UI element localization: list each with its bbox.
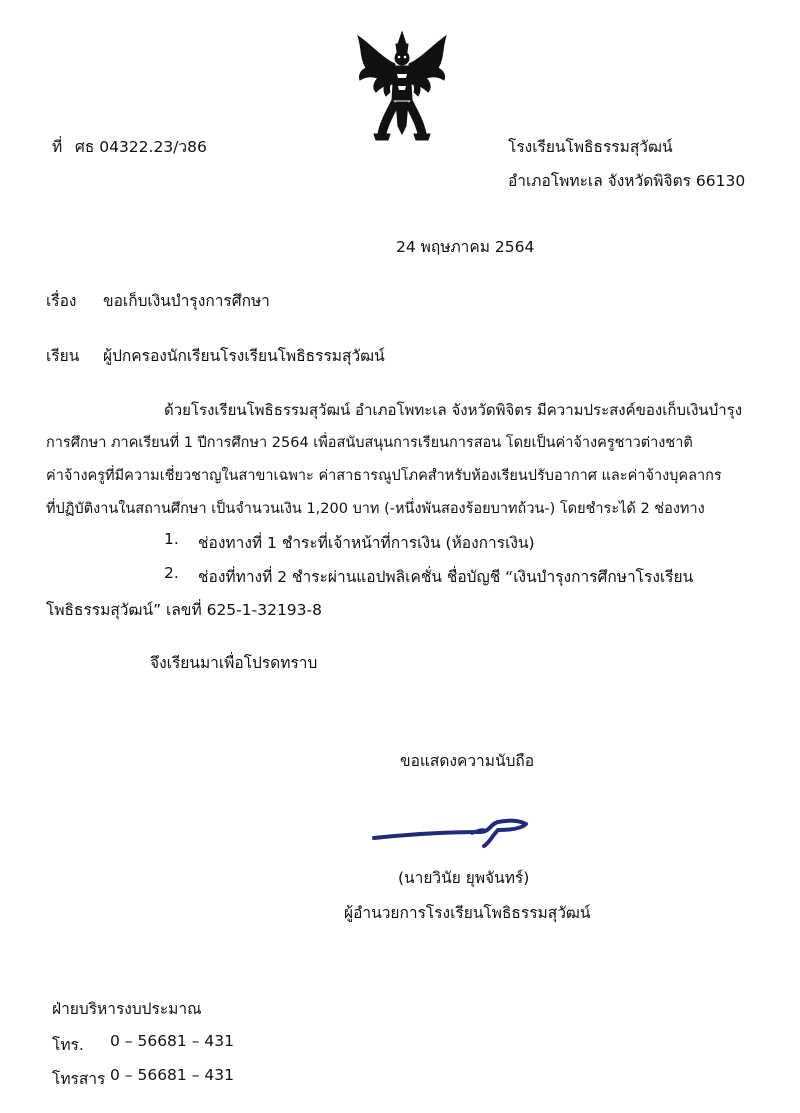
signature-icon — [372, 812, 542, 860]
phone-number: 0 – 56681 – 431 — [110, 1032, 234, 1050]
school-name: โรงเรียนโพธิธรรมสุวัฒน์ — [508, 138, 673, 156]
reference-number: ศธ 04322.23/ว86 — [75, 138, 207, 156]
body-line: การศึกษา ภาคเรียนที่ 1 ปีการศึกษา 2564 เพื่อสนับสนุนการเรียนการสอน โดยเป็นค่าจ้างครูชาวต่างชาติ — [46, 435, 693, 451]
channel-number: 1. — [164, 530, 179, 548]
subject-text: ขอเก็บเงินบำรุงการศึกษา — [103, 292, 270, 310]
body-line: ค่าจ้างครูที่มีความเชี่ยวชาญในสาขาเฉพาะ ค่าสาธารณูปโภคสำหรับห้องเรียนปรับอากาศ และค่าจ้างบุคลากร — [46, 468, 722, 484]
letter-date: 24 พฤษภาคม 2564 — [396, 238, 535, 256]
body-line: ที่ปฏิบัติงานในสถานศึกษา เป็นจำนวนเงิน 1,200 บาท (-หนึ่งพันสองร้อยบาทถ้วน-) โดยชำระได้ 2 ช่องทาง — [46, 501, 705, 517]
channel-text: โพธิธรรมสุวัฒน์” เลขที่ 625-1-32193-8 — [46, 601, 322, 619]
salutation: ขอแสดงความนับถือ — [400, 752, 535, 770]
channel-text: ช่องที่ทางที่ 2 ชำระผ่านแอปพลิเคชั่น ชื่อบัญชี “เงินบำรุงการศึกษาโรงเรียน — [198, 568, 694, 586]
closing-line: จึงเรียนมาเพื่อโปรดทราบ — [150, 654, 318, 672]
body-line: ด้วยโรงเรียนโพธิธรรมสุวัฒน์ อำเภอโพทะเล จังหวัดพิจิตร มีความประสงค์ของเก็บเงินบำรุง — [164, 401, 743, 419]
channel-number: 2. — [164, 564, 179, 582]
reference-label: ที่ — [52, 138, 63, 156]
channel-text: ช่องทางที่ 1 ชำระที่เจ้าหน้าที่การเงิน (ห้องการเงิน) — [198, 534, 535, 552]
signatory-name: (นายวินัย ยุพจันทร์) — [398, 869, 530, 887]
department-name: ฝ่ายบริหารงบประมาณ — [52, 1000, 202, 1018]
recipient-text: ผู้ปกครองนักเรียนโรงเรียนโพธิธรรมสุวัฒน์ — [103, 347, 385, 365]
phone-label: โทร. — [52, 1036, 84, 1054]
school-address: อำเภอโพทะเล จังหวัดพิจิตร 66130 — [508, 172, 746, 190]
signatory-position: ผู้อำนวยการโรงเรียนโพธิธรรมสุวัฒน์ — [344, 904, 591, 922]
subject-label: เรื่อง — [46, 292, 77, 310]
recipient-label: เรียน — [46, 347, 80, 365]
garuda-emblem-icon — [352, 30, 452, 145]
fax-number: 0 – 56681 – 431 — [110, 1066, 234, 1084]
fax-label: โทรสาร — [52, 1070, 106, 1088]
